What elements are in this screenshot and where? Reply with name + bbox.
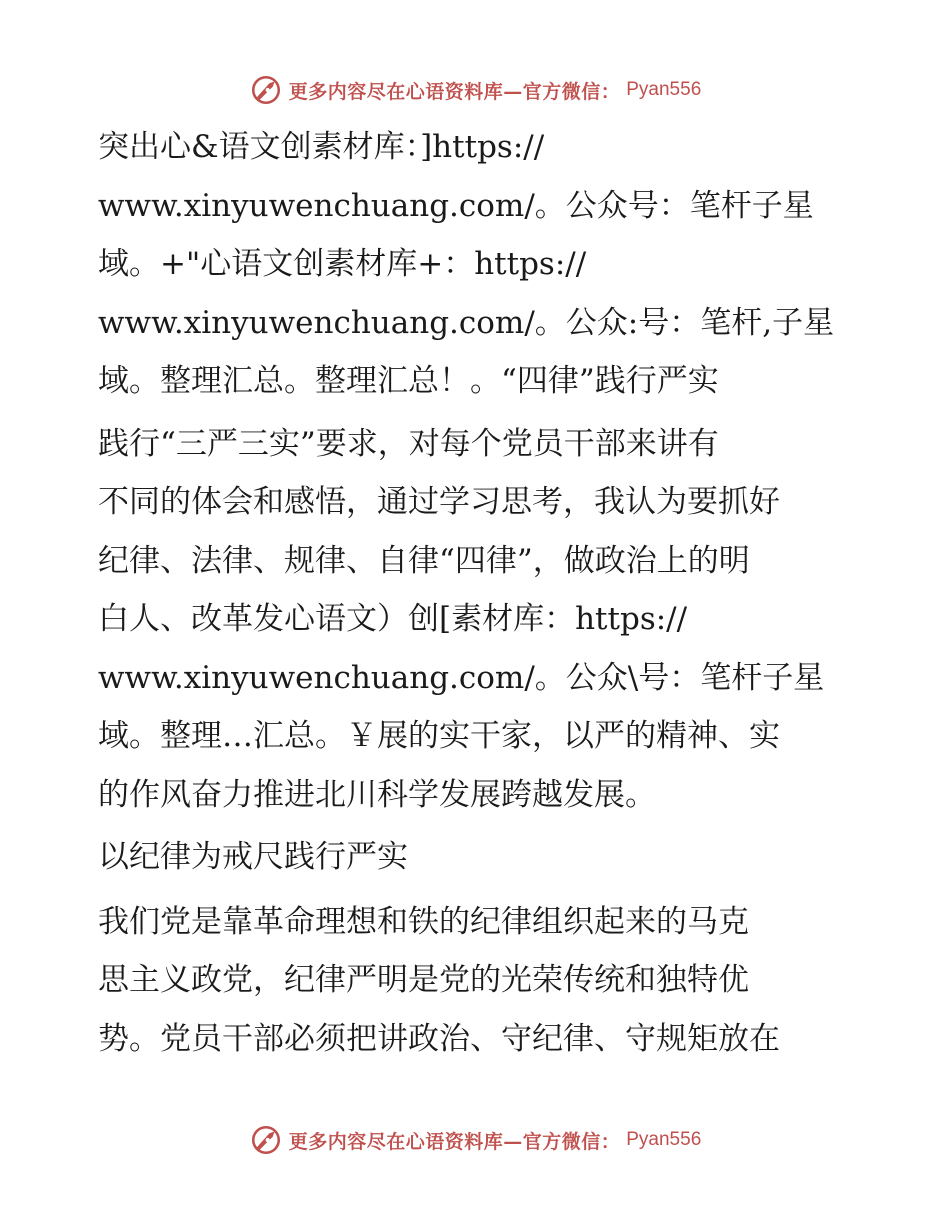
text-line: 思主义政党，纪律严明是党的光荣传统和独特优 bbox=[98, 962, 749, 998]
paragraph bbox=[98, 893, 858, 1069]
text-line: 的作风奋力推进北川科学发展跨越发展。 bbox=[98, 776, 656, 813]
text-line: 突出心&语文创素材库：]https:// bbox=[98, 129, 545, 165]
pen-nib-circle-logo-icon bbox=[249, 1123, 283, 1157]
text-line: 白人、改革发心语文）创[素材库：https:// bbox=[98, 601, 688, 637]
paragraph bbox=[98, 415, 858, 825]
text-line: www.xinyuwenchuang.com/。公众:号：笔杆,子星 bbox=[98, 304, 835, 341]
paragraph bbox=[98, 118, 858, 411]
document-body bbox=[98, 118, 858, 1072]
text-line: 不同的体会和感悟，通过学习思考，我认为要抓好 bbox=[98, 484, 780, 520]
text-line: 势。党员干部必须把讲政治、守纪律、守规矩放在 bbox=[98, 1020, 780, 1057]
page-footer-banner bbox=[0, 1120, 950, 1160]
heading-line: 以纪律为戒尺践行严实 bbox=[98, 839, 408, 875]
text-line: 我们党是靠革命理想和铁的纪律组织起来的马克 bbox=[98, 903, 749, 940]
header-brand-text: 更多内容尽在心语资料库—官方微信： bbox=[288, 80, 621, 103]
footer-brand-text: 更多内容尽在心语资料库—官方微信： bbox=[288, 1130, 621, 1153]
page-header-banner bbox=[0, 70, 950, 110]
text-line: 域。+"心语文创素材库+：https:// bbox=[98, 246, 587, 282]
text-line: 践行“三严三实”要求，对每个党员干部来讲有 bbox=[98, 425, 719, 462]
pen-nib-circle-logo-icon bbox=[249, 73, 283, 107]
header-wechat-id: Pyan556 bbox=[626, 79, 702, 100]
text-line: 域。整理…汇总。￥展的实干家，以严的精神、实 bbox=[98, 718, 780, 754]
text-line: www.xinyuwenchuang.com/。公众号：笔杆子星 bbox=[98, 187, 814, 224]
text-line: 域。整理汇总。整理汇总！。“四律”践行严实 bbox=[98, 363, 719, 399]
section-heading bbox=[98, 828, 858, 887]
footer-wechat-id: Pyan556 bbox=[626, 1129, 702, 1150]
text-line: 纪律、法律、规律、自律“四律”，做政治上的明 bbox=[98, 542, 750, 579]
text-line: www.xinyuwenchuang.com/。公众\号：笔杆子星 bbox=[98, 659, 825, 696]
